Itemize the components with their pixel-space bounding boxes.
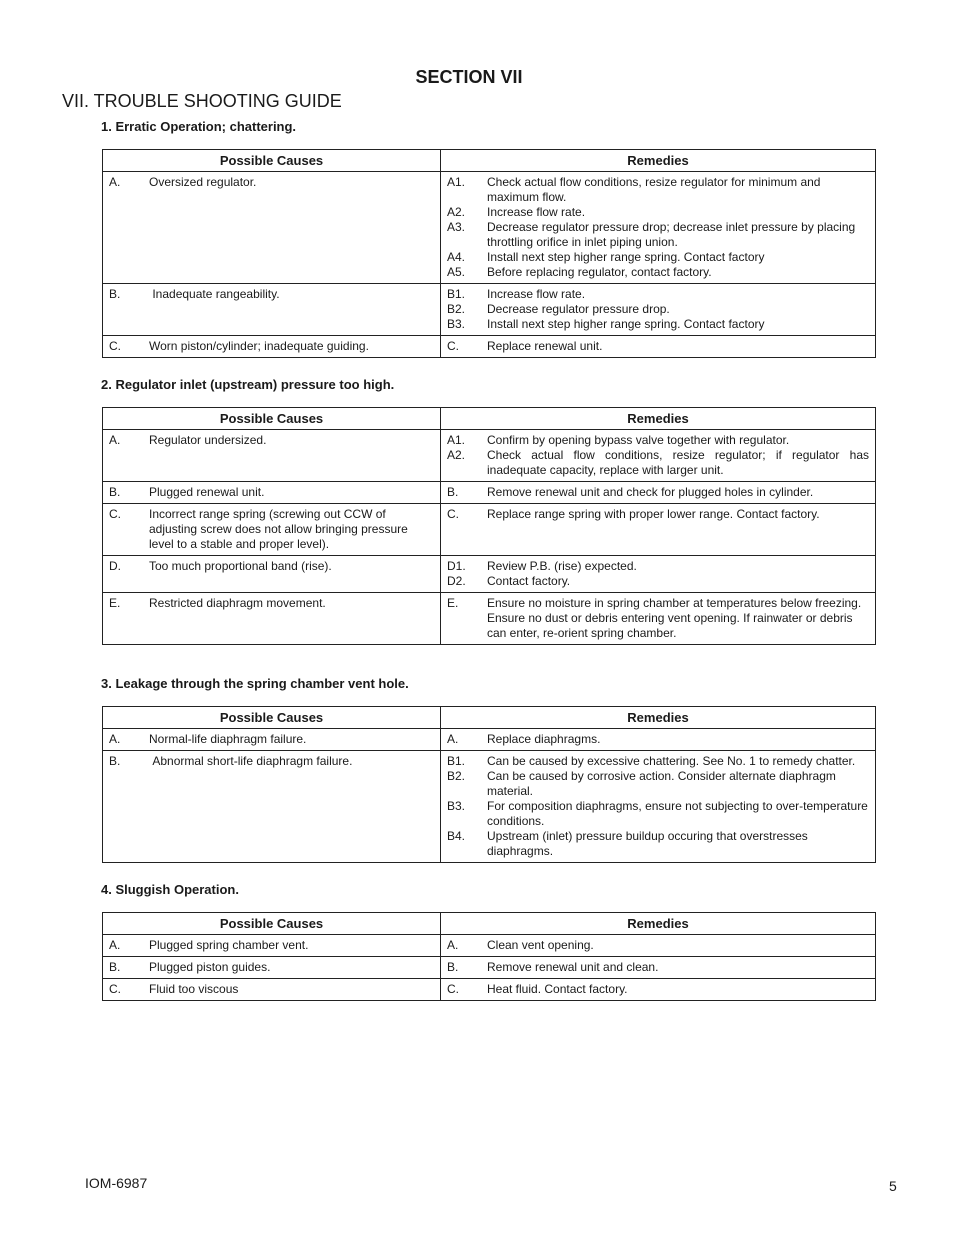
remedy-key: B4.	[447, 829, 466, 843]
table-row	[103, 957, 876, 979]
subsection-heading: 1. Erratic Operation; chattering.	[101, 119, 297, 134]
cause-cell	[103, 504, 441, 556]
remedy-text: Decrease regulator pressure drop; decrease inlet pressure by placing throttling orifice in inlet piping union.	[487, 220, 856, 249]
section-title: SECTION VII	[415, 67, 523, 87]
cause-text: Plugged piston guides.	[149, 960, 271, 974]
remedy-key: B2.	[447, 769, 466, 783]
remedy-item	[447, 220, 869, 250]
remedy-text: Review P.B. (rise) expected.	[487, 559, 637, 573]
table-header-row	[103, 150, 876, 172]
remedy-item	[447, 754, 869, 769]
remedy-item	[447, 732, 869, 747]
remedy-text: Can be caused by corrosive action. Consider alternate diaphragm material.	[487, 769, 836, 798]
remedy-item	[447, 829, 869, 859]
remedy-item	[447, 960, 869, 975]
subsection-heading: 4. Sluggish Operation.	[101, 882, 239, 897]
table-row	[103, 482, 876, 504]
cause-key: B.	[109, 485, 121, 499]
column-header-remedies: Remedies	[441, 408, 876, 430]
troubleshooting-table	[102, 912, 876, 1001]
remedy-key: C.	[447, 507, 459, 521]
cause-text: Oversized regulator.	[149, 175, 257, 189]
remedies-cell	[441, 556, 876, 593]
remedy-text: For composition diaphragms, ensure not subjecting to over-temperature conditions.	[487, 799, 868, 828]
table-row	[103, 336, 876, 358]
cause-key: C.	[109, 339, 121, 353]
cause-key: B.	[109, 287, 121, 301]
remedy-text: Check actual flow conditions, resize regulator for minimum and maximum flow.	[487, 175, 821, 204]
remedy-item	[447, 799, 869, 829]
remedy-key: B1.	[447, 754, 466, 768]
cause-text: Restricted diaphragm movement.	[149, 596, 326, 610]
remedy-key: B3.	[447, 799, 466, 813]
remedy-item	[447, 485, 869, 500]
remedy-text: Remove renewal unit and check for plugged holes in cylinder.	[487, 485, 814, 499]
column-header-remedies: Remedies	[441, 707, 876, 729]
remedy-item	[447, 339, 869, 354]
remedy-item	[447, 507, 869, 522]
remedy-key: C.	[447, 982, 459, 996]
table-row	[103, 979, 876, 1001]
remedy-item	[447, 938, 869, 953]
remedy-key: C.	[447, 339, 459, 353]
remedy-text: Increase flow rate.	[487, 287, 586, 301]
remedy-key: D2.	[447, 574, 466, 588]
remedy-key: A1.	[447, 433, 466, 447]
column-header-causes: Possible Causes	[103, 150, 441, 172]
troubleshooting-table	[102, 149, 876, 358]
cause-key: B.	[109, 960, 121, 974]
remedies-cell	[441, 430, 876, 482]
cause-text: Worn piston/cylinder; inadequate guiding.	[149, 339, 369, 353]
cause-text: Normal-life diaphragm failure.	[149, 732, 307, 746]
guide-title: VII. TROUBLE SHOOTING GUIDE	[62, 91, 342, 111]
remedy-key: E.	[447, 596, 459, 610]
table-header-row	[103, 707, 876, 729]
column-header-remedies: Remedies	[441, 913, 876, 935]
table-row	[103, 430, 876, 482]
remedies-cell	[441, 751, 876, 863]
remedy-item	[447, 769, 869, 799]
cause-text: Too much proportional band (rise).	[149, 559, 332, 573]
remedy-text: Increase flow rate.	[487, 205, 586, 219]
table-row	[103, 284, 876, 336]
remedy-text: Contact factory.	[487, 574, 571, 588]
remedy-key: A.	[447, 938, 459, 952]
table-header-row	[103, 408, 876, 430]
footer-doc-id: IOM-6987	[85, 1175, 148, 1191]
cause-text: Fluid too viscous	[149, 982, 239, 996]
cause-key: C.	[109, 507, 121, 521]
cause-cell	[103, 593, 441, 645]
cause-text: Inadequate rangeability.	[149, 287, 280, 301]
remedy-item	[447, 982, 869, 997]
remedy-item	[447, 287, 869, 302]
cause-cell	[103, 729, 441, 751]
remedies-cell	[441, 482, 876, 504]
remedies-cell	[441, 729, 876, 751]
remedy-item	[447, 265, 869, 280]
cause-cell	[103, 751, 441, 863]
table-row	[103, 751, 876, 863]
remedy-text: Decrease regulator pressure drop.	[487, 302, 670, 316]
remedy-item	[447, 574, 869, 589]
remedy-text: Replace renewal unit.	[487, 339, 603, 353]
remedy-key: A5.	[447, 265, 466, 279]
remedy-key: A3.	[447, 220, 466, 234]
remedy-text: Replace diaphragms.	[487, 732, 601, 746]
cause-key: A.	[109, 938, 121, 952]
remedy-item	[447, 448, 869, 478]
remedy-key: B.	[447, 960, 459, 974]
column-header-causes: Possible Causes	[103, 707, 441, 729]
remedy-item	[447, 433, 869, 448]
remedy-item	[447, 205, 869, 220]
column-header-causes: Possible Causes	[103, 408, 441, 430]
column-header-causes: Possible Causes	[103, 913, 441, 935]
remedy-key: B.	[447, 485, 459, 499]
remedy-item	[447, 596, 869, 641]
cause-cell	[103, 935, 441, 957]
cause-key: D.	[109, 559, 121, 573]
cause-text: Incorrect range spring (screwing out CCW of adjusting screw does not allow bringing pressure level to a stable and proper level).	[149, 507, 412, 551]
table-row	[103, 504, 876, 556]
cause-cell	[103, 979, 441, 1001]
remedy-text: Ensure no moisture in spring chamber at temperatures below freezing. Ensure no dust or debris entering vent opening. If rainwater or debris can enter, re-orient spring chamber.	[487, 596, 862, 640]
remedy-key: B1.	[447, 287, 466, 301]
remedy-item	[447, 175, 869, 205]
remedy-key: A2.	[447, 448, 466, 462]
cause-key: E.	[109, 596, 121, 610]
column-header-remedies: Remedies	[441, 150, 876, 172]
remedy-text: Install next step higher range spring. Contact factory	[487, 317, 765, 331]
remedy-item	[447, 317, 869, 332]
remedy-item	[447, 559, 869, 574]
subsection-heading: 2. Regulator inlet (upstream) pressure too high.	[101, 377, 395, 392]
remedy-text: Confirm by opening bypass valve together with regulator.	[487, 433, 790, 447]
troubleshooting-table	[102, 407, 876, 645]
remedy-key: A4.	[447, 250, 466, 264]
remedy-text: Before replacing regulator, contact factory.	[487, 265, 712, 279]
remedies-cell	[441, 979, 876, 1001]
remedy-text: Check actual flow conditions, resize regulator; if regulator has inadequate capacity, replace with larger unit.	[487, 448, 869, 477]
remedies-cell	[441, 935, 876, 957]
cause-key: A.	[109, 732, 121, 746]
cause-cell	[103, 556, 441, 593]
table-row	[103, 556, 876, 593]
remedy-text: Heat fluid. Contact factory.	[487, 982, 628, 996]
remedy-key: A1.	[447, 175, 466, 189]
cause-text: Regulator undersized.	[149, 433, 267, 447]
remedy-key: B3.	[447, 317, 466, 331]
table-row	[103, 593, 876, 645]
remedy-item	[447, 250, 869, 265]
cause-key: A.	[109, 433, 121, 447]
remedy-key: D1.	[447, 559, 466, 573]
remedies-cell	[441, 593, 876, 645]
cause-text: Plugged spring chamber vent.	[149, 938, 309, 952]
cause-text: Abnormal short-life diaphragm failure.	[149, 754, 353, 768]
remedies-cell	[441, 172, 876, 284]
remedy-key: B2.	[447, 302, 466, 316]
remedy-text: Can be caused by excessive chattering. See No. 1 to remedy chatter.	[487, 754, 856, 768]
remedy-key: A.	[447, 732, 459, 746]
footer-page-number: 5	[889, 1178, 897, 1194]
table-row	[103, 729, 876, 751]
cause-text: Plugged renewal unit.	[149, 485, 265, 499]
table-row	[103, 935, 876, 957]
remedies-cell	[441, 336, 876, 358]
remedies-cell	[441, 284, 876, 336]
remedy-key: A2.	[447, 205, 466, 219]
remedy-item	[447, 302, 869, 317]
remedy-text: Install next step higher range spring. Contact factory	[487, 250, 765, 264]
cause-cell	[103, 172, 441, 284]
remedy-text: Upstream (inlet) pressure buildup occuring that overstresses diaphragms.	[487, 829, 808, 858]
remedies-cell	[441, 504, 876, 556]
cause-cell	[103, 957, 441, 979]
table-header-row	[103, 913, 876, 935]
troubleshooting-table	[102, 706, 876, 863]
cause-cell	[103, 284, 441, 336]
subsection-heading: 3. Leakage through the spring chamber vent hole.	[101, 676, 409, 691]
remedy-text: Remove renewal unit and clean.	[487, 960, 659, 974]
cause-cell	[103, 482, 441, 504]
remedy-text: Replace range spring with proper lower range. Contact factory.	[487, 507, 820, 521]
cause-cell	[103, 336, 441, 358]
remedies-cell	[441, 957, 876, 979]
remedy-text: Clean vent opening.	[487, 938, 594, 952]
cause-cell	[103, 430, 441, 482]
cause-key: C.	[109, 982, 121, 996]
table-row	[103, 172, 876, 284]
cause-key: A.	[109, 175, 121, 189]
cause-key: B.	[109, 754, 121, 768]
